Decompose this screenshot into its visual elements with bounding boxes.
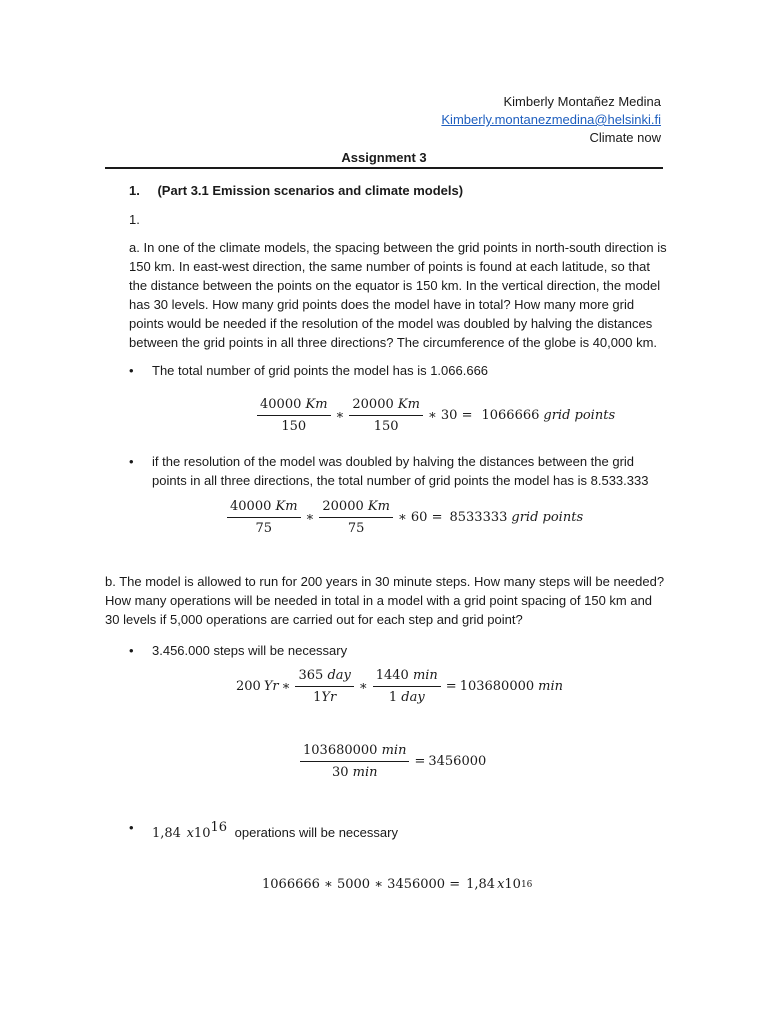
bullet-icon: •	[129, 363, 134, 378]
equation-total-minutes: 200 Yr ∗ $\frac{\text{365 day}}{1Yr}$ ∗ $\frac{1440 \min}{\text{1 day}}$ = 103680000 min	[236, 668, 564, 705]
fraction-lat: $\frac{40000 Km}{150}$	[257, 396, 331, 435]
fraction-minutes-per-day: $\frac{1440 \min}{\text{1 day}}$	[373, 667, 441, 706]
section-number: 1.	[129, 183, 140, 198]
title-divider	[105, 167, 663, 169]
author-email-link[interactable]: Kimberly.montanezmedina@helsinki.fi	[441, 112, 661, 127]
section-heading	[129, 181, 463, 200]
equation-doubled-resolution: $\frac{40000 Km}{75}$ ∗ $\frac{20000 Km}{75}$ ∗ 60 = 8533333 grid points	[225, 498, 583, 537]
answer-a1-text: The total number of grid points the model has is 1.066.666	[152, 363, 489, 378]
equation-grid-points: $\frac{40000 Km}{150}$ ∗ $\frac{20000 Km}{150}$ ∗ 30 = 1066666 grid points	[255, 396, 615, 435]
bullet-icon: •	[129, 454, 134, 469]
equation-steps: $\frac{103680000 \min}{30 \min}$ = 3456000	[298, 742, 486, 781]
author-name: Kimberly Montañez Medina	[503, 94, 661, 109]
fraction-days-per-year: $\frac{\text{365 day}}{1Yr}$	[295, 667, 353, 706]
course-name: Climate now	[589, 130, 661, 145]
fraction-lon: $\frac{20000 Km}{150}$	[349, 396, 423, 435]
page-title: Assignment 3	[341, 150, 427, 165]
bullet-icon: •	[129, 820, 134, 835]
fraction-lat: $\frac{40000 Km}{75}$	[227, 498, 301, 537]
bullet-icon: •	[129, 643, 134, 658]
answer-b2-text: 1,84 $x10^{16}$ operations will be necessary	[152, 820, 398, 841]
equation-operations: 1066666 ∗ 5000 ∗ 3456000 = 1,84 x 10 16	[262, 877, 533, 892]
question-a-text: a. In one of the climate models, the spacing between the grid points in north-south direction is 150 km. In east-west direction, the same number of points is found at each latitude, so that the distance between the points on the equator is 150 km. In the vertical direction, the model has 30 levels. How many grid points does the model have in total? How many more grid points would be needed if the resolution of the model was doubled by halving the distances between the grid points in all three directions? The circumference of the globe is 40,000 km.	[129, 240, 667, 350]
fraction-lon: $\frac{20000 Km}{75}$	[319, 498, 393, 537]
question-b-text: b. The model is allowed to run for 200 years in 30 minute steps. How many steps will be needed? How many operations will be needed in total in a model with a grid point spacing of 150 km and 30 levels if 5,000 operations are carried out for each step and grid point?	[105, 574, 665, 627]
section-title: (Part 3.1 Emission scenarios and climate models)	[157, 183, 464, 198]
subsection-number: 1.	[129, 212, 140, 227]
answer-a2-text: if the resolution of the model was doubled by halving the distances between the grid points in all three directions, the total number of grid points the model has is 8.533.333	[152, 454, 649, 488]
fraction-steps: $\frac{103680000 \min}{30 \min}$	[300, 742, 409, 781]
answer-b1-text: 3.456.000 steps will be necessary	[152, 643, 348, 658]
